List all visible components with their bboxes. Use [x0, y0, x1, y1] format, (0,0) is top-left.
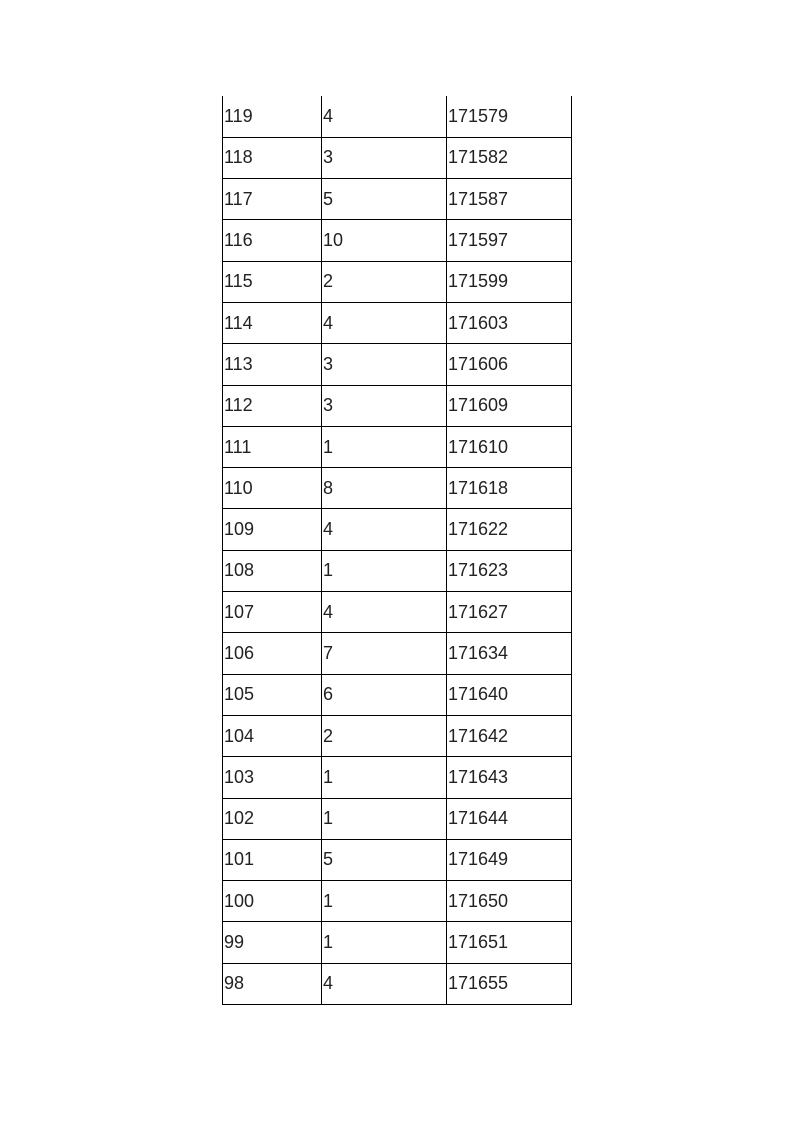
count-cell: 4 [322, 963, 447, 1004]
cumulative-cell: 171640 [447, 674, 572, 715]
score-cell: 117 [223, 179, 322, 220]
table-row [223, 137, 572, 178]
table-row [223, 220, 572, 261]
score-cell: 111 [223, 426, 322, 467]
table-row [223, 344, 572, 385]
cumulative-cell: 171618 [447, 468, 572, 509]
cumulative-cell: 171643 [447, 757, 572, 798]
table-row [223, 592, 572, 633]
score-cell: 119 [223, 96, 322, 137]
cumulative-cell: 171603 [447, 302, 572, 343]
table-row [223, 426, 572, 467]
score-cell: 104 [223, 715, 322, 756]
score-cell: 116 [223, 220, 322, 261]
score-cell: 107 [223, 592, 322, 633]
count-cell: 5 [322, 839, 447, 880]
score-cell: 105 [223, 674, 322, 715]
count-cell: 2 [322, 261, 447, 302]
table-row [223, 798, 572, 839]
count-cell: 1 [322, 550, 447, 591]
table-row [223, 674, 572, 715]
count-cell: 1 [322, 922, 447, 963]
table-row [223, 633, 572, 674]
count-cell: 1 [322, 881, 447, 922]
score-cell: 108 [223, 550, 322, 591]
count-cell: 3 [322, 385, 447, 426]
table-row [223, 715, 572, 756]
cumulative-cell: 171649 [447, 839, 572, 880]
cumulative-cell: 171587 [447, 179, 572, 220]
table-body [223, 96, 572, 1005]
score-cell: 103 [223, 757, 322, 798]
table-row [223, 261, 572, 302]
count-cell: 6 [322, 674, 447, 715]
score-cell: 99 [223, 922, 322, 963]
score-cell: 112 [223, 385, 322, 426]
table-row [223, 302, 572, 343]
cumulative-cell: 171642 [447, 715, 572, 756]
count-cell: 5 [322, 179, 447, 220]
count-cell: 4 [322, 592, 447, 633]
table-row [223, 839, 572, 880]
count-cell: 3 [322, 344, 447, 385]
count-cell: 2 [322, 715, 447, 756]
score-cell: 106 [223, 633, 322, 674]
score-cell: 110 [223, 468, 322, 509]
cumulative-cell: 171606 [447, 344, 572, 385]
count-cell: 3 [322, 137, 447, 178]
cumulative-cell: 171651 [447, 922, 572, 963]
count-cell: 7 [322, 633, 447, 674]
data-table [222, 96, 572, 1005]
count-cell: 8 [322, 468, 447, 509]
cumulative-cell: 171579 [447, 96, 572, 137]
cumulative-cell: 171597 [447, 220, 572, 261]
count-cell: 10 [322, 220, 447, 261]
count-cell: 4 [322, 509, 447, 550]
score-cell: 101 [223, 839, 322, 880]
score-cell: 113 [223, 344, 322, 385]
cumulative-cell: 171599 [447, 261, 572, 302]
score-cell: 118 [223, 137, 322, 178]
table-row [223, 179, 572, 220]
score-cell: 102 [223, 798, 322, 839]
count-cell: 4 [322, 96, 447, 137]
table-row [223, 881, 572, 922]
cumulative-cell: 171623 [447, 550, 572, 591]
table-row [223, 96, 572, 137]
cumulative-cell: 171610 [447, 426, 572, 467]
score-cell: 114 [223, 302, 322, 343]
cumulative-cell: 171609 [447, 385, 572, 426]
count-cell: 1 [322, 798, 447, 839]
table-row [223, 757, 572, 798]
cumulative-cell: 171622 [447, 509, 572, 550]
count-cell: 4 [322, 302, 447, 343]
table-row [223, 963, 572, 1004]
cumulative-cell: 171582 [447, 137, 572, 178]
cumulative-cell: 171644 [447, 798, 572, 839]
table-row [223, 922, 572, 963]
table-row [223, 468, 572, 509]
cumulative-cell: 171650 [447, 881, 572, 922]
cumulative-cell: 171627 [447, 592, 572, 633]
cumulative-cell: 171655 [447, 963, 572, 1004]
score-cell: 100 [223, 881, 322, 922]
score-cell: 98 [223, 963, 322, 1004]
table-row [223, 509, 572, 550]
table-row [223, 385, 572, 426]
score-cell: 115 [223, 261, 322, 302]
count-cell: 1 [322, 426, 447, 467]
count-cell: 1 [322, 757, 447, 798]
table-row [223, 550, 572, 591]
cumulative-cell: 171634 [447, 633, 572, 674]
score-cell: 109 [223, 509, 322, 550]
